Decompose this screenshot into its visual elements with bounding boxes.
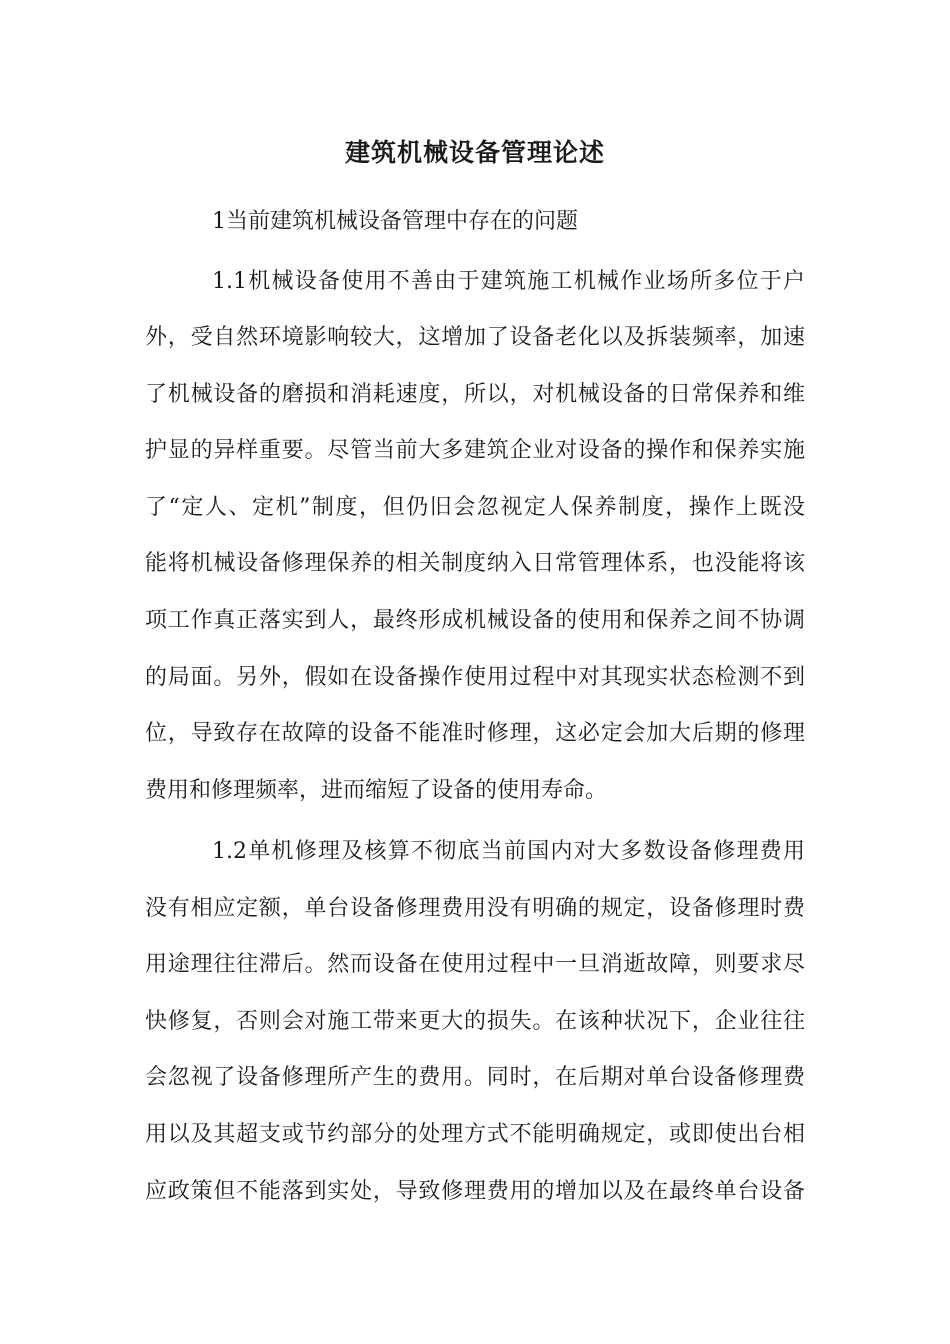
paragraph-line: 快修复，否则会对施工带来更大的损失。在该种状况下，企业往往: [145, 1009, 805, 1034]
paragraph-line: 费用和修理频率，进而缩短了设备的使用寿命。: [145, 778, 608, 803]
paragraph-line: 会忽视了设备修理所产生的费用。同时，在后期对单台设备修理费: [145, 1065, 805, 1090]
paragraph-line: 1.1机械设备使用不善由于建筑施工机械作业场所多位于户: [212, 269, 805, 294]
paragraph-line: 项工作真正落实到人，最终形成机械设备的使用和保养之间不协调: [145, 608, 805, 633]
paragraph-line: 外，受自然环境影响较大，这增加了设备老化以及拆装频率，加速: [145, 325, 805, 350]
document-title: 建筑机械设备管理论述: [344, 138, 605, 167]
paragraph-line: 用以及其超支或节约部分的处理方式不能明确规定，或即使出台相: [145, 1122, 805, 1147]
paragraph-line: 1.2单机修理及核算不彻底当前国内对大多数设备修理费用: [212, 839, 805, 864]
paragraph-line: 能将机械设备修理保养的相关制度纳入日常管理体系，也没能将该: [145, 551, 805, 576]
paragraph-line: 的局面。另外，假如在设备操作使用过程中对其现实状态检测不到: [145, 665, 805, 690]
paragraph-line: 了机械设备的磨损和消耗速度，所以，对机械设备的日常保养和维: [145, 382, 805, 407]
paragraph-line: 没有相应定额，单台设备修理费用没有明确的规定，设备修理时费: [145, 896, 805, 921]
paragraph-line: 位，导致存在故障的设备不能准时修理，这必定会加大后期的修理: [145, 721, 805, 746]
paragraph-line: 了“定人、定机”制度，但仍旧会忽视定人保养制度，操作上既没: [145, 495, 805, 520]
paragraph-line: 用途理往往滞后。然而设备在使用过程中一旦消逝故障，则要求尽: [145, 952, 805, 977]
section-heading: 1当前建筑机械设备管理中存在的问题: [212, 209, 578, 234]
paragraph-line: 应政策但不能落到实处，导致修理费用的增加以及在最终单台设备: [145, 1179, 805, 1204]
paragraph-line: 护显的异样重要。尽管当前大多建筑企业对设备的操作和保养实施: [145, 438, 805, 463]
